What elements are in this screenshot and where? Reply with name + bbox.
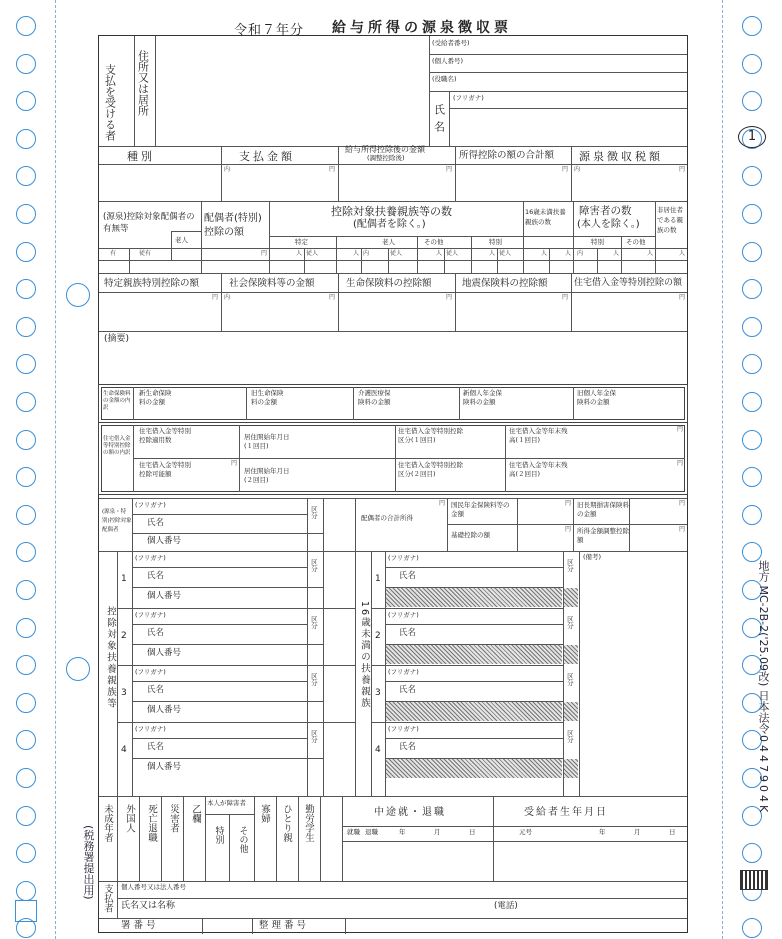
sprocket-hole — [16, 505, 36, 525]
binder-hole-bottom — [66, 657, 90, 681]
withholding-slip-form: 支払を受ける者 住所又は居所 (受給者番号) (個人番号) (役職名) 氏名 (フリガナ) 種別 支払金額 給与所得控除後の金額 (調整控除後) 所得控除の額の合計額 源泉徴収税額 内 円 円 円 内 円 (源泉)控除対象配偶者の有無等 老人 配偶者(特別)控除の額 控除対象扶養親族等の数 (配偶者を除く。) 16歳未満扶養親族の数 障害者の数 (本人を除く。) 非居住者である親族の数 特定 老人 その他 特別 特別 その他 有 従有 円 人 従人 人 内 従人 人 従人 人 従人 人 人 内 人 人 人 特定親族特別控除の額 社会保険料等の金額 生命保険料の控除額 地震保険料の控除額 住宅借入金等特別控除の額 円 内 円 円 円 円 (摘要) 生命保険料の金額の内訳 新生命保険料の金額 旧生命保険料の金額 介護医療保険料の金額 新個人年金保険料の金額 旧個人年金保険料の金額 住宅借入金等特別控除の額の内訳 住宅借入金等特別控除適用数 住宅借入金等特別控除可能額 居住開始年月日(１回目) 居住開始年月日(２回目) 住宅借入金等特別控除区分(１回目) 住宅借入金等特別控除区分(２回目) 住宅借入金等年末残高(１回目) 住宅借入金等年末残高(２回目) 円 円 円 (源泉・特別)控除対象配偶者 (フリガナ) 氏名 個人番号 区分 配偶者の合計所得 国民年金保険料等の金額 基礎控除の額 旧長期損害保険料の金額 所得金額調整控除額 円 円 円 円 円 1 (フリガナ) 氏名 個人番号 区分 1 (フリガナ) 氏名 区分 2 (フリガナ) 氏名 個人番号 区分 2 (フリガナ) 氏名 区分 3 (フリガナ) 氏名 個人番号 区分 3 (フリガナ) 氏名 区分 4 (フリガナ) 氏名 個人番号 区分 4 (フリガナ) 氏名 区分 控除対象扶養親族等 16歳未満の扶養親族 (備考) 未成年者 外国人 死亡退職 災害者 乙欄 本人が障害者 特別 その他 寡婦 ひとり親 勤労学生 中途就・退職 受給者生年月日 就職 退職 年 月 日 元号 年 月 日 支払者 個人番号又は法人番号 氏名又は名称 (電話) 署番号 整理番号 — [98, 35, 688, 933]
sprocket-hole — [16, 430, 36, 450]
sprocket-hole — [16, 91, 36, 111]
dependent-number: 1 — [121, 574, 127, 584]
side-left-label: (税務署提出用) — [82, 825, 95, 900]
left-perforation — [55, 0, 56, 939]
sprocket-hole — [742, 918, 762, 938]
under16-block-label: 16歳未満の扶養親族 — [358, 601, 370, 710]
binder-hole-top — [66, 283, 90, 307]
withholding-header: 源泉徴収税額 — [579, 150, 663, 163]
sprocket-hole — [16, 54, 36, 74]
shaded-cell — [564, 645, 578, 664]
sprocket-hole — [16, 618, 36, 638]
sprocket-hole — [16, 467, 36, 487]
address-label: 住所又は居所 — [136, 50, 150, 116]
sprocket-hole — [742, 542, 762, 562]
sprocket-hole — [742, 91, 762, 111]
dependent-name-field[interactable] — [159, 626, 299, 642]
page-title: 給与所得の源泉徴収票 — [332, 20, 512, 36]
sprocket-hole — [16, 843, 36, 863]
position-label: (役職名) — [432, 75, 457, 83]
dependents-block-label: 控除対象扶養親族等 — [104, 606, 116, 710]
page-number: 1 — [738, 126, 766, 148]
side-code: 0447904K — [757, 735, 770, 816]
side-right-label: 地方 MC-2B-2('25.09改) 日本法令 — [757, 560, 770, 734]
recipient-address-field[interactable] — [159, 40, 424, 140]
dependent-number: 4 — [121, 745, 127, 755]
remarks-field[interactable] — [103, 348, 683, 380]
sprocket-hole — [16, 881, 36, 901]
publisher-logo — [740, 870, 768, 890]
dependents-label: 控除対象扶養親族等の数 — [331, 205, 452, 218]
individual-number-label: (個人番号) — [432, 57, 464, 65]
nonresident-label: 非居住者である親族の数 — [657, 206, 683, 234]
shaded-cell — [386, 645, 562, 664]
under16-name-field[interactable] — [419, 569, 559, 585]
dependent-name-field[interactable] — [159, 740, 299, 756]
sprocket-hole — [16, 768, 36, 788]
sprocket-hole — [16, 655, 36, 675]
sprocket-hole — [742, 430, 762, 450]
deduction-total-header: 所得控除の額の合計額 — [459, 150, 555, 161]
corner-mark — [15, 900, 37, 922]
sprocket-hole — [742, 505, 762, 525]
sprocket-hole — [742, 279, 762, 299]
payment-amount-field[interactable] — [223, 176, 335, 198]
title-year: 令和７年分 — [234, 23, 305, 38]
sprocket-hole — [742, 54, 762, 74]
under16-number: 1 — [375, 574, 381, 584]
after-deduction-header: 給与所得控除後の金額 — [345, 145, 425, 154]
sprocket-hole — [16, 542, 36, 562]
shaded-cell — [564, 702, 578, 721]
dependent-number: 2 — [121, 631, 127, 641]
life-insurance-header: 生命保険料の控除額 — [346, 278, 432, 289]
sprocket-hole — [16, 392, 36, 412]
remarks-note-label: (備考) — [583, 553, 602, 561]
shaded-cell — [386, 588, 562, 607]
sprocket-hole — [16, 354, 36, 374]
sprocket-hole — [742, 354, 762, 374]
shaded-cell — [386, 759, 562, 778]
sprocket-hole — [742, 843, 762, 863]
shaded-cell — [564, 759, 578, 778]
sprocket-hole — [742, 166, 762, 186]
sprocket-hole — [16, 806, 36, 826]
under16-label: 16歳未満扶養親族の数 — [525, 208, 566, 226]
specified-relative-header: 特定親族特別控除の額 — [104, 278, 200, 289]
sprocket-hole — [16, 317, 36, 337]
furigana-label: (フリガナ) — [453, 94, 484, 102]
dependent-number: 3 — [121, 688, 127, 698]
housing-header: 住宅借入金等特別控除の額 — [574, 278, 683, 288]
shaded-cell — [564, 588, 578, 607]
sprocket-hole — [742, 242, 762, 262]
disabled-label: 障害者の数 — [579, 205, 632, 217]
after-deduction-sub: (調整控除後) — [367, 154, 405, 162]
payment-header: 支払金額 — [239, 150, 295, 163]
sprocket-hole — [742, 16, 762, 36]
deduction-total-field[interactable] — [457, 176, 569, 198]
remarks-label: (摘要) — [104, 334, 130, 344]
sprocket-hole — [742, 467, 762, 487]
spouse-deduction-label: 配偶者(特別)控除の額 — [204, 213, 262, 238]
sprocket-hole — [16, 730, 36, 750]
after-deduction-field[interactable] — [340, 176, 452, 198]
dependents-sub: (配偶者を除く。) — [353, 219, 426, 230]
type-header: 種別 — [127, 150, 155, 163]
recipient-label: 支払を受ける者 — [103, 64, 117, 141]
under16-name-field[interactable] — [419, 683, 559, 699]
shaded-cell — [386, 702, 562, 721]
sprocket-hole — [742, 204, 762, 224]
sprocket-hole — [16, 279, 36, 299]
spouse-exists-label: (源泉)控除対象配偶者の有無等 — [103, 212, 195, 234]
sprocket-hole — [742, 392, 762, 412]
under16-number: 4 — [375, 745, 381, 755]
recipient-name-field[interactable] — [479, 111, 679, 141]
under16-name-field[interactable] — [419, 626, 559, 642]
right-perforation — [722, 0, 723, 939]
under16-number: 2 — [375, 631, 381, 641]
dependent-name-field[interactable] — [159, 683, 299, 699]
sprocket-hole — [16, 580, 36, 600]
earthquake-header: 地震保険料の控除額 — [462, 278, 548, 289]
sprocket-hole — [16, 129, 36, 149]
withholding-amount-field[interactable] — [573, 176, 685, 198]
under16-name-field[interactable] — [419, 740, 559, 756]
sprocket-hole — [16, 166, 36, 186]
social-insurance-header: 社会保険料等の金額 — [229, 278, 315, 289]
under16-number: 3 — [375, 688, 381, 698]
sprocket-hole — [16, 16, 36, 36]
sprocket-hole — [16, 693, 36, 713]
name-label: 氏名 — [432, 104, 446, 138]
disabled-sub: (本人を除く。) — [577, 219, 640, 230]
recipient-number-label: (受給者番号) — [432, 39, 470, 47]
sprocket-hole — [742, 317, 762, 337]
sprocket-hole — [16, 242, 36, 262]
sprocket-hole — [16, 204, 36, 224]
dependent-name-field[interactable] — [159, 569, 299, 585]
